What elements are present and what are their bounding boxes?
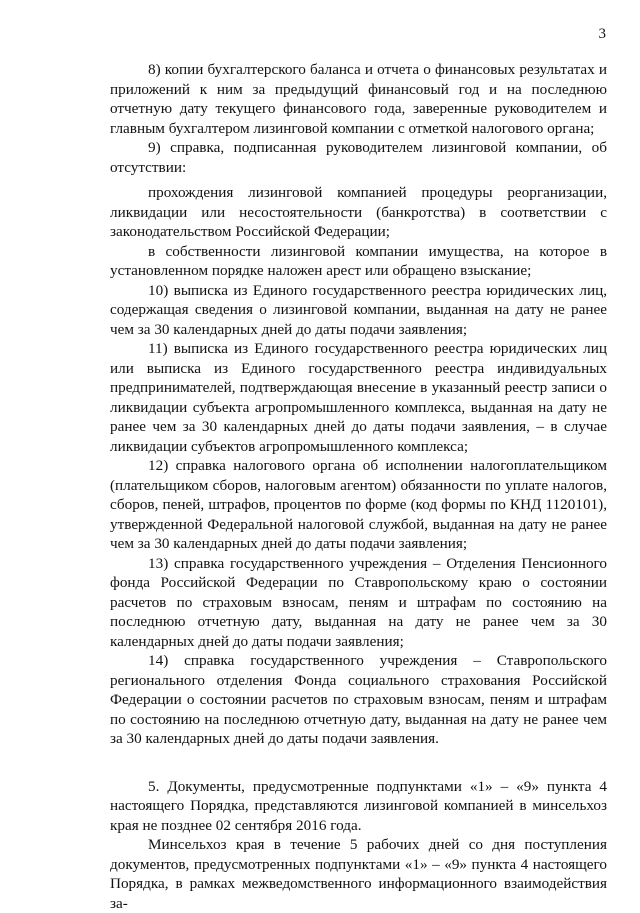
- paragraph-point-5: 5. Документы, предусмотренные подпунктами «1» – «9» пункта 4 настоящего Порядка, представляются лизинговой компанией в минсельхоз края не позднее 02 сентября 2016 года.: [110, 777, 607, 834]
- paragraph-item-11: 11) выписка из Единого государственного реестра юридических лиц или выписка из Единого государственного реестра индивидуальных предпринимателей, подтверждающая внесение в указанный реестр записи о ликвидации субъекта агропромышленного комплекса, выданная на дату не ранее чем за 30 календарных дней до даты подачи заявления, – в случае ликвидации субъектов агропромышленного комплекса;: [110, 340, 607, 455]
- document-body: [110, 60, 607, 913]
- paragraph-item-10: 10) выписка из Единого государственного реестра юридических лиц, содержащая сведения о лизинговой компании, выданная на дату не ранее чем за 30 календарных дней до даты подачи заявления;: [110, 281, 607, 338]
- paragraph-item-9-a: прохождения лизинговой компанией процедуры реорганизации, ликвидации или несостоятельности (банкротства) в соответствии с законодательством Российской Федерации;: [110, 184, 607, 240]
- paragraph-item-13: 13) справка государственного учреждения – Отделения Пенсионного фонда Российской Федерации по Ставропольскому краю о состоянии расчетов по страховым взносам, пеням и штрафам по состоянию на последнюю отчетную дату, выданная на дату не ранее чем за 30 календарных дней до даты подачи заявления;: [110, 554, 607, 650]
- paragraph-point-5-continued: Минсельхоз края в течение 5 рабочих дней со дня поступления документов, предусмотренных подпунктами «1» – «9» пункта 4 настоящего Порядка, в рамках межведомственного информационного взаимодействия за-: [110, 836, 607, 912]
- paragraph-item-12: 12) справка налогового органа об исполнении налогоплательщиком (плательщиком сборов, налоговым агентом) обязанности по уплате налогов, сборов, пеней, штрафов, процентов по форме (код формы по КНД 1120101), утвержденной Федеральной налоговой службой, выданная на дату не ранее чем за 30 календарных дней до даты подачи заявления;: [110, 457, 607, 552]
- paragraph-item-9: 9) справка, подписанная руководителем лизинговой компании, об отсутствии:: [110, 139, 607, 176]
- paragraph-item-8: 8) копии бухгалтерского баланса и отчета о финансовых результатах и приложений к ним за предыдущий финансовый год и на последнюю отчетную дату текущего финансового года, заверенные руководителем и главным бухгалтером лизинговой компании с отметкой налогового органа;: [110, 61, 607, 137]
- paragraph-item-9-b: в собственности лизинговой компании имущества, на которое в установленном порядке наложен арест или обращено взыскание;: [110, 242, 607, 279]
- paragraph-item-14: 14) справка государственного учреждения – Ставропольского регионального отделения Фонда социального страхования Российской Федерации о состоянии расчетов по страховым взносам, пеням и штрафам по состоянию на последнюю отчетную дату, выданная на дату не ранее чем за 30 календарных дней до даты подачи заявления.: [110, 652, 607, 747]
- page-number: 3: [598, 26, 606, 42]
